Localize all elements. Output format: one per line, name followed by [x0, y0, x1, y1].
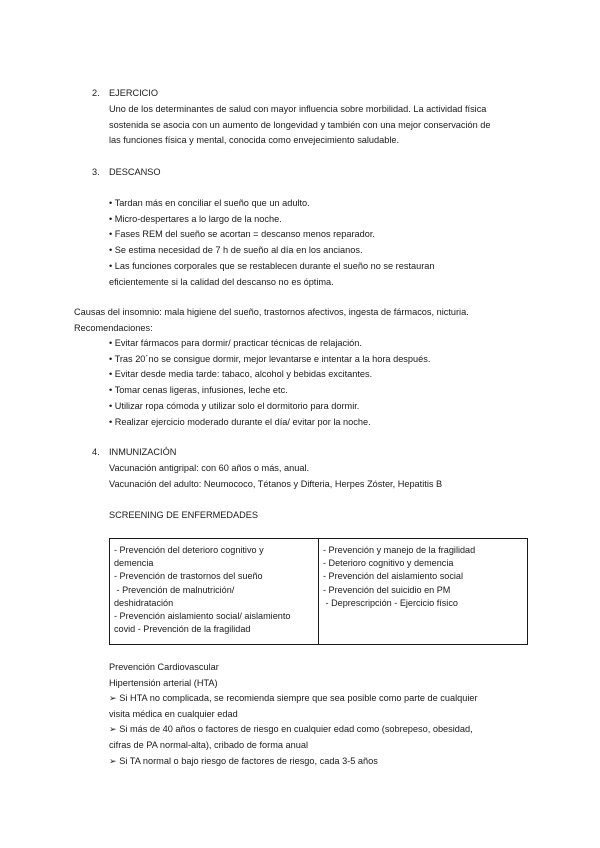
list-item: • Fases REM del sueño se acortan = descanso menos reparador. [109, 229, 375, 240]
ejercicio-paragraph [109, 102, 514, 149]
hta-lines [109, 691, 478, 770]
hta-line: ➢ Si TA normal o bajo riesgo de factores de riesgo, cada 3-5 años [109, 755, 378, 766]
hta-line: ➢ Si HTA no complicada, se recomienda siempre que sea posible como parte de cualquier [109, 693, 478, 703]
hta-subtitle: Hipertensión arterial (HTA) [109, 678, 218, 688]
table-row [110, 539, 528, 645]
recommendations-label: Recomendaciones: [74, 323, 153, 333]
cell-line: - Prevención del suicidio en PM [323, 584, 451, 595]
screening-table [109, 538, 528, 645]
cell-line: - Deprescripción - Ejercicio físico [323, 597, 458, 608]
inmunizacion-lines [109, 461, 442, 492]
list-item: • Realizar ejercicio moderado durante el día/ evitar por la noche. [109, 416, 371, 427]
section-number: 3. [92, 167, 100, 177]
cell-line: - Deterioro cognitivo y demencia [323, 558, 454, 569]
cell-line: - Prevención del aislamiento social [323, 571, 464, 582]
section-title-ejercicio: EJERCICIO [109, 88, 159, 98]
screening-title: SCREENING DE ENFERMEDADES [109, 510, 259, 520]
paragraph-line: las funciones física y mental, conocida como envejecimiento saludable. [109, 135, 400, 146]
cell-line: - Prevención de trastornos del sueño [114, 571, 263, 582]
list-item: • Evitar fármacos para dormir/ practicar técnicas de relajación. [109, 338, 362, 348]
section-number: 2. [92, 88, 100, 98]
paragraph-line: Uno de los determinantes de salud con mayor influencia sobre morbilidad. La actividad física [109, 104, 487, 114]
section-number: 4. [92, 447, 100, 457]
vaccination-line: Vacunación antigripal: con 60 años o más, anual. [109, 463, 310, 473]
list-item: • Se estima necesidad de 7 h de sueño al día en los ancianos. [109, 245, 363, 256]
hta-line: visita médica en cualquier edad [109, 708, 238, 719]
screening-right-cell [319, 539, 528, 645]
list-item: • Utilizar ropa cómoda y utilizar solo el dormitorio para dormir. [109, 400, 360, 411]
list-item: • Las funciones corporales que se restablecen durante el sueño no se restauran [109, 260, 435, 271]
descanso-bullet-list [109, 196, 435, 290]
screening-left-cell [110, 539, 319, 645]
list-item: eficientemente si la calidad del descanso no es óptima. [109, 276, 334, 287]
recommendations-list [109, 336, 430, 430]
paragraph-line: sostenida se asocia con un aumento de longevidad y también con una mejor conservación de [109, 119, 491, 130]
vaccination-line: Vacunación del adulto: Neumococo, Tétanos y Difteria, Herpes Zóster, Hepatitis B [109, 478, 443, 489]
section-title-inmunizacion: INMUNIZACIÓN [109, 447, 177, 457]
cell-line: deshidratación [114, 597, 174, 608]
insomnio-causes: Causas del insomnio: mala higiene del sueño, trastornos afectivos, ingesta de fármacos, nicturia. [74, 307, 469, 317]
hta-line: cifras de PA normal-alta), cribado de forma anual [109, 740, 308, 751]
cell-line: - Prevención de malnutrición/ [114, 584, 235, 595]
cell-line: - Prevención aislamiento social/ aislamiento [114, 611, 291, 622]
cardio-title: Prevención Cardiovascular [109, 662, 219, 672]
section-title-descanso: DESCANSO [109, 167, 161, 177]
list-item: • Micro-despertares a lo largo de la noche. [109, 213, 282, 224]
cell-line: - Prevención del deterioro cognitivo y [114, 545, 264, 555]
list-item: • Tardan más en conciliar el sueño que un adulto. [109, 198, 310, 208]
list-item: • Tomar cenas ligeras, infusiones, leche etc. [109, 385, 288, 396]
cell-line: demencia [114, 558, 154, 569]
cell-line: covid - Prevención de la fragilidad [114, 624, 251, 635]
hta-line: ➢ Si más de 40 años o factores de riesgo en cualquier edad como (sobrepeso, obesidad, [109, 724, 473, 735]
cell-line: - Prevención y manejo de la fragilidad [323, 545, 476, 555]
list-item: • Evitar desde media tarde: tabaco, alcohol y bebidas excitantes. [109, 369, 373, 380]
list-item: • Tras 20´no se consigue dormir, mejor levantarse e intentar a la hora después. [109, 353, 431, 364]
